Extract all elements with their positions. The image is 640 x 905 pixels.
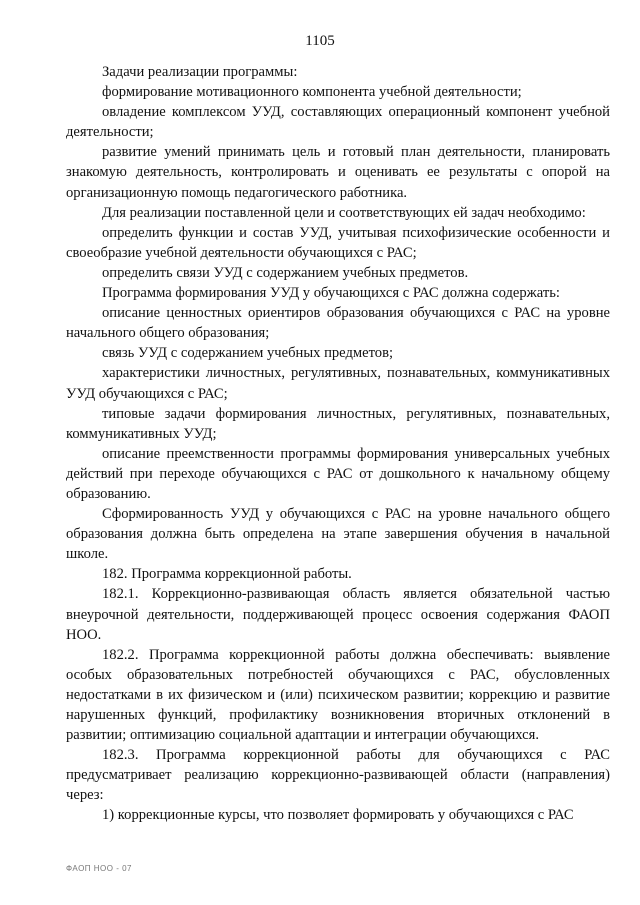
page-number: 1105 [305,33,335,49]
paragraph: развитие умений принимать цель и готовый план деятельности, планировать знакомую деятельность, контролировать и оценивать ее результаты с опорой на организационную помощь педагогического работника. [66,144,610,201]
paragraph: описание преемственности программы формирования универсальных учебных действий при переходе обучающихся с РАС от дошкольного к начальному общему образованию. [66,445,610,502]
paragraph: 182.3. Программа коррекционной работы для обучающихся с РАС предусматривает реализацию коррекционно-развивающей области (направления) через: [66,747,610,804]
paragraph: описание ценностных ориентиров образования обучающихся с РАС на уровне начального общего образования; [66,305,610,342]
paragraph: определить связи УУД с содержанием учебных предметов. [102,264,469,281]
paragraph: определить функции и состав УУД, учитывая психофизические особенности и своеобразие учебной деятельности обучающихся с РАС; [66,224,610,261]
paragraph: Для реализации поставленной цели и соответствующих ей задач необходимо: [102,204,586,221]
paragraph: Программа формирования УУД у обучающихся с РАС должна содержать: [102,285,560,302]
paragraph: 1) коррекционные курсы, что позволяет формировать у обучающихся с РАС [102,807,574,824]
document-code: ФАОП НОО - 07 [66,864,132,873]
paragraph: характеристики личностных, регулятивных, познавательных, коммуникативных УУД обучающихся с РАС; [66,365,610,402]
paragraph: типовые задачи формирования личностных, регулятивных, познавательных, коммуникативных УУД; [66,405,610,442]
section-heading: 182. Программа коррекционной работы. [102,566,352,583]
paragraph: 182.1. Коррекционно-развивающая область является обязательной частью внеурочной деятельности, поддерживающей процесс освоения содержания ФАОП НОО. [66,586,610,643]
document-body [66,62,610,826]
paragraph: 182.2. Программа коррекционной работы должна обеспечивать: выявление особых образовательных потребностей обучающихся с РАС, обусловленных недостатками в их физическом и (или) психическом развитии; коррекцию и развитие нарушенных функций, профилактику возникновения вторичных отклонений в развитии; оптимизацию социальной адаптации и интеграции обучающихся. [66,646,610,744]
paragraph: формирование мотивационного компонента учебной деятельности; [102,84,522,101]
paragraph: Задачи реализации программы: [102,64,298,80]
paragraph: овладение комплексом УУД, составляющих операционный компонент учебной деятельности; [66,104,610,141]
paragraph: связь УУД с содержанием учебных предметов; [102,345,394,362]
paragraph: Сформированность УУД у обучающихся с РАС на уровне начального общего образования должна быть определена на этапе завершения обучения в начальной школе. [66,506,610,563]
